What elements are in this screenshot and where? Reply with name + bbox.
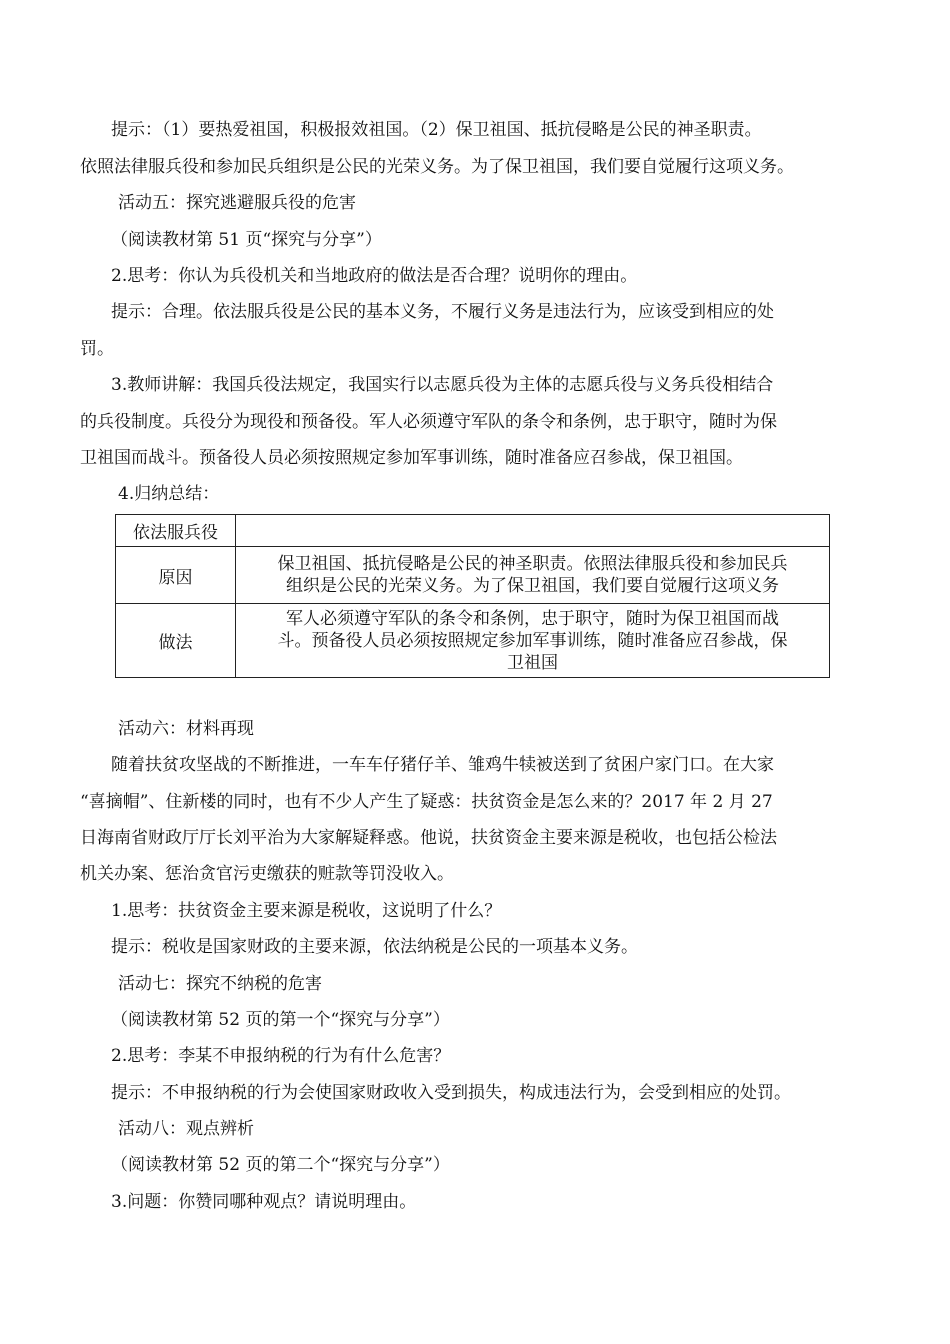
reading-reference: （阅读教材第 52 页的第二个“探究与分享”）	[111, 1155, 450, 1175]
material-line: 随着扶贫攻坚战的不断推进，一车车仔猪仔羊、雏鸡牛犊被送到了贫困户家门口。在大家	[111, 755, 774, 775]
hint-line: 提示：税收是国家财政的主要来源，依法纳税是公民的一项基本义务。	[111, 937, 638, 957]
hint-line: 提示：（1）要热爱祖国，积极报效祖国。（2）保卫祖国、抵抗侵略是公民的神圣职责。	[111, 120, 762, 140]
hint-line: 罚。	[80, 339, 114, 359]
summary-table	[115, 514, 830, 678]
question-text: 3.问题：你赞同哪种观点？请说明理由。	[111, 1192, 417, 1212]
activity-seven-title: 活动七：探究不纳税的危害	[118, 974, 322, 994]
cell-line: 保卫祖国、抵抗侵略是公民的神圣职责。依照法律服兵役和参加民兵	[277, 554, 788, 574]
table-cell	[236, 604, 830, 678]
teacher-explanation-line: 3.教师讲解：我国兵役法规定，我国实行以志愿兵役为主体的志愿兵役与义务兵役相结合	[111, 375, 774, 395]
reading-reference: （阅读教材第 51 页“探究与分享”）	[111, 230, 382, 250]
table-cell	[236, 547, 830, 604]
question-text: 2.思考：你认为兵役机关和当地政府的做法是否合理？说明你的理由。	[111, 266, 638, 286]
table-row	[116, 515, 830, 547]
cell-line: 军人必须遵守军队的条令和条例，忠于职守，随时为保卫祖国而战	[286, 608, 779, 629]
activity-six-title: 活动六：材料再现	[118, 719, 254, 739]
activity-eight-title: 活动八：观点辨析	[118, 1119, 254, 1139]
cell-line: 斗。预备役人员必须按照规定参加军事训练，随时准备应召参战，保	[277, 630, 788, 651]
table-header-value	[236, 515, 830, 547]
hint-line: 提示：不申报纳税的行为会使国家财政收入受到损失，构成违法行为，会受到相应的处罚。	[111, 1083, 791, 1103]
material-line: “喜摘帽”、住新楼的同时，也有不少人产生了疑惑：扶贫资金是怎么来的？2017 年 2 月 27	[80, 792, 773, 812]
material-line: 日海南省财政厅厅长刘平治为大家解疑释惑。他说，扶贫资金主要来源是税收，也包括公检法	[80, 828, 777, 848]
question-text: 1.思考：扶贫资金主要来源是税收，这说明了什么？	[111, 901, 502, 921]
teacher-explanation-line: 的兵役制度。兵役分为现役和预备役。军人必须遵守军队的条令和条例，忠于职守，随时为保	[80, 412, 777, 432]
activity-five-title: 活动五：探究逃避服兵役的危害	[118, 193, 356, 213]
question-text: 2.思考：李某不申报纳税的行为有什么危害？	[111, 1046, 451, 1066]
table-row	[116, 604, 830, 678]
teacher-explanation-line: 卫祖国而战斗。预备役人员必须按照规定参加军事训练，随时准备应召参战，保卫祖国。	[80, 448, 743, 468]
table-row	[116, 547, 830, 604]
hint-line: 提示：合理。依法服兵役是公民的基本义务，不履行义务是违法行为，应该受到相应的处	[111, 302, 774, 322]
table-row-label: 做法	[116, 604, 236, 678]
table-row-label: 原因	[116, 547, 236, 604]
material-line: 机关办案、惩治贪官污吏缴获的赃款等罚没收入。	[80, 864, 454, 884]
table-header-label: 依法服兵役	[116, 515, 236, 547]
reading-reference: （阅读教材第 52 页的第一个“探究与分享”）	[111, 1010, 450, 1030]
cell-line: 卫祖国	[507, 652, 558, 673]
cell-line: 组织是公民的光荣义务。为了保卫祖国，我们要自觉履行这项义务	[286, 576, 779, 596]
hint-line: 依照法律服兵役和参加民兵组织是公民的光荣义务。为了保卫祖国，我们要自觉履行这项义务。	[80, 157, 794, 177]
summary-heading: 4.归纳总结：	[118, 484, 220, 504]
